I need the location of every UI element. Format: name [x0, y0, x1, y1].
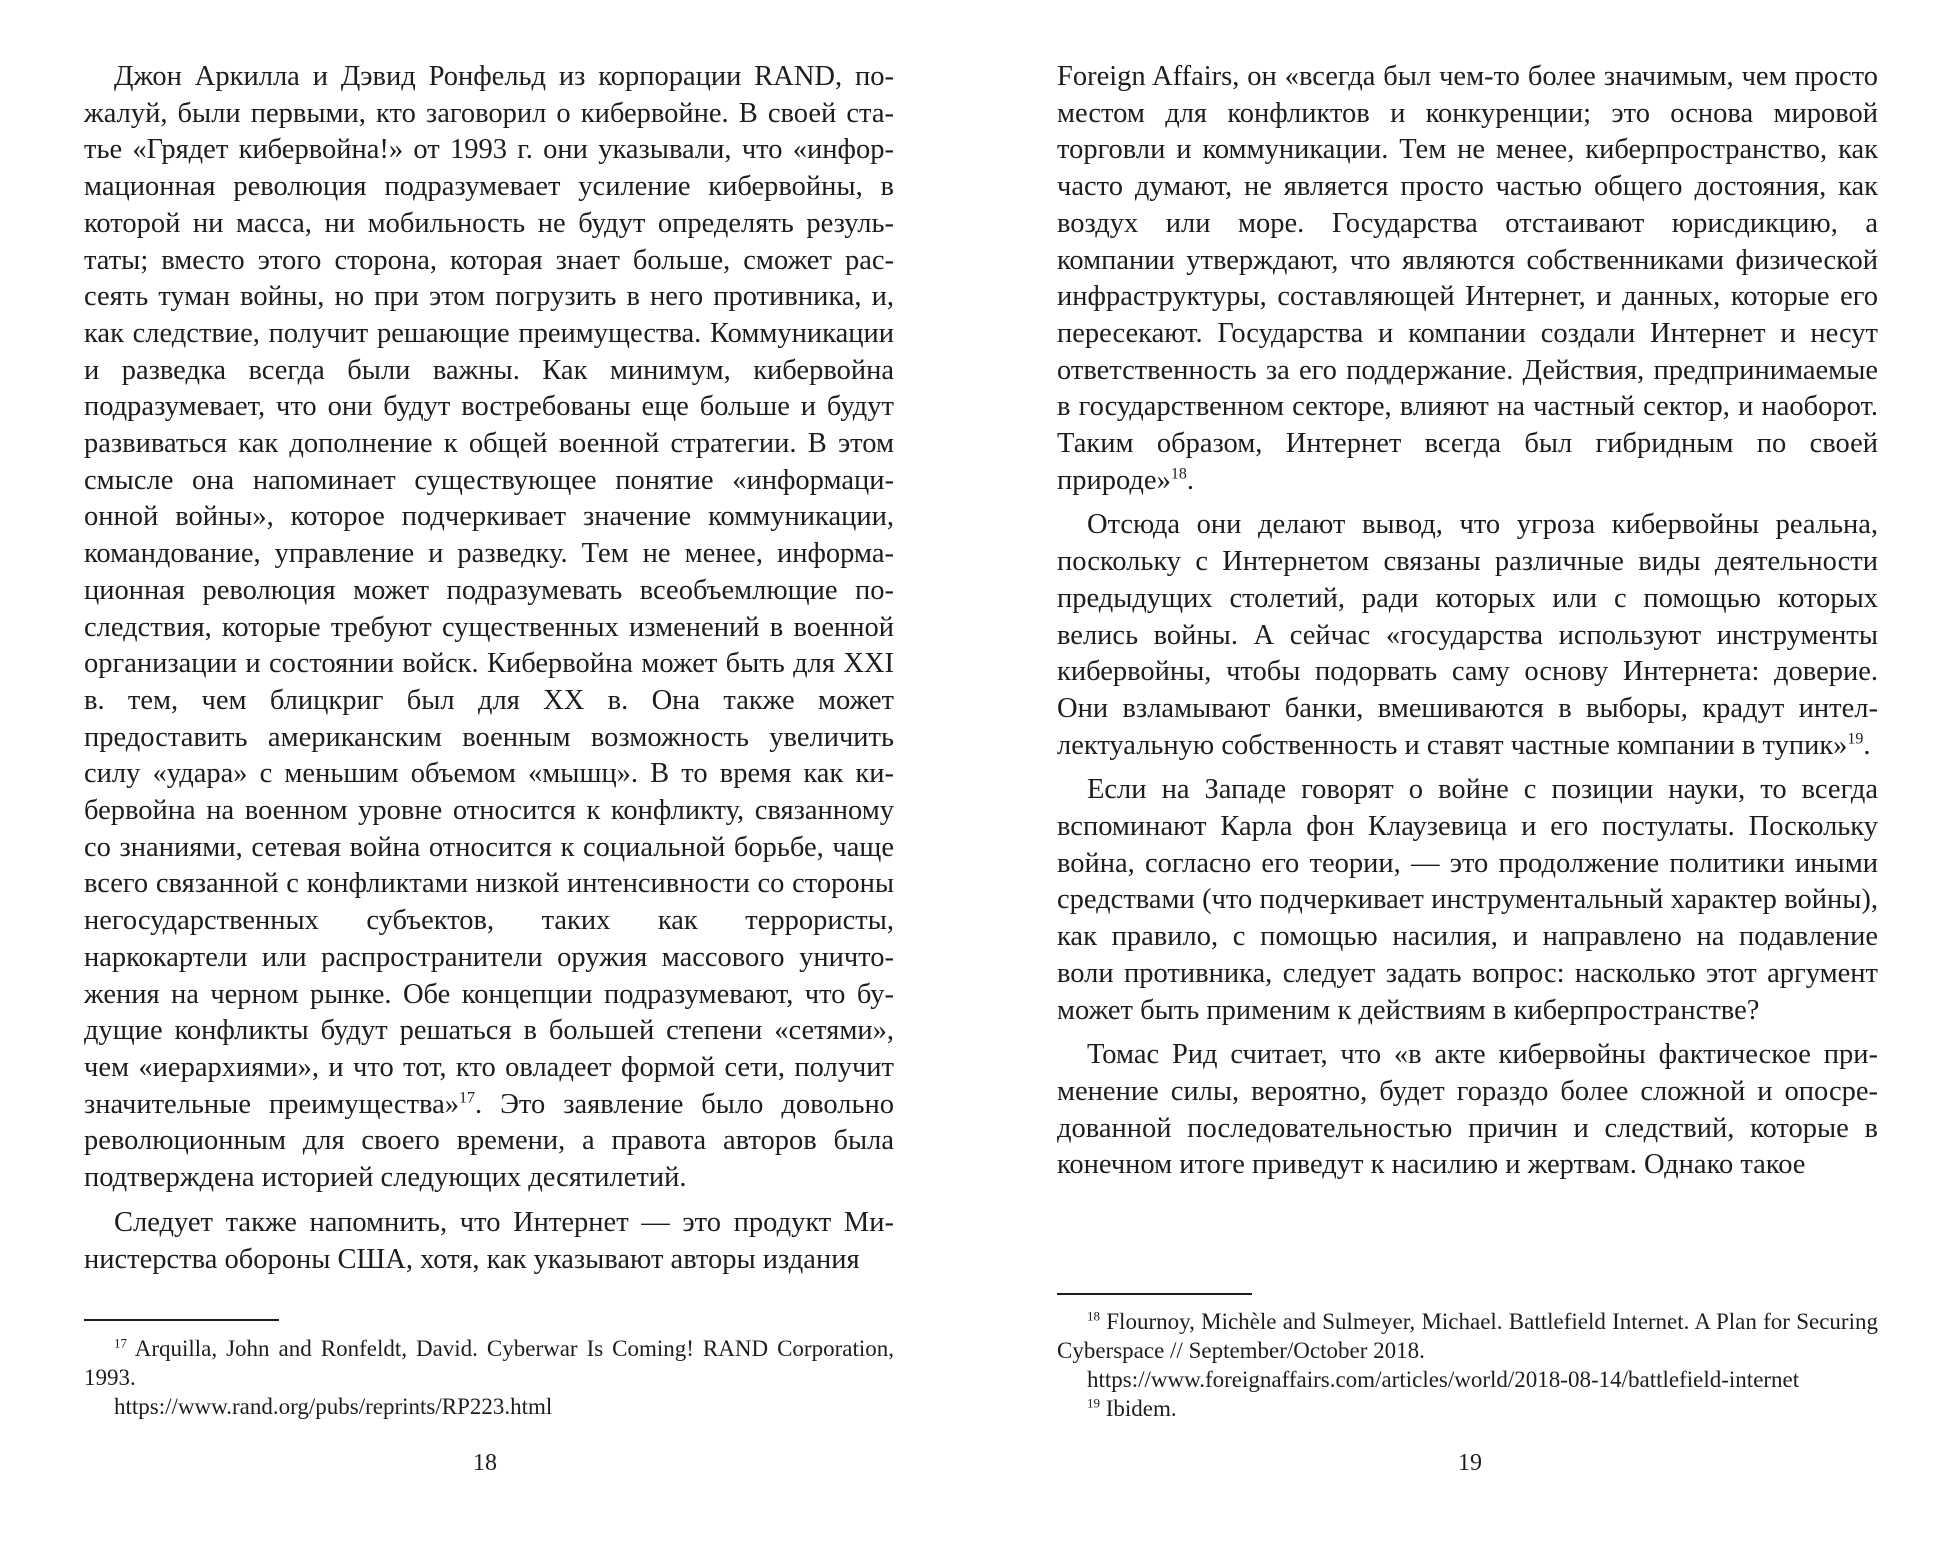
footnote	[1057, 1307, 1878, 1394]
paragraph-text: Следует также напомнить, что Интернет — это продукт Министерства обороны США, хотя, как указывают авторы издания	[84, 1206, 894, 1275]
page-number: 19	[1458, 1450, 1482, 1476]
footnote-text: Arquilla, John and Ronfeldt, David. Cyberwar Is Coming! RAND Corporation, 1993.	[84, 1336, 894, 1390]
left-body-text	[84, 59, 894, 1278]
paragraph	[1057, 507, 1878, 764]
right-page	[971, 0, 1942, 1542]
footnote	[84, 1334, 894, 1421]
paragraph-text: .	[1863, 729, 1871, 761]
paragraph	[84, 59, 894, 1197]
paragraph-text: Если на Западе говорят о войне с позиции науки, то всегда вспоминают Карла фон Клаузевица и его постулаты. Поскольку война, согласно его теории, — это продолжение политики иными средствами (что подчеркивает инструментальный характер войны), как правило, с помощью насилия, и направлено на подавление воли противника, следует задать вопрос: насколько этот аргумент может быть применим к действиям в киберпространстве?	[1057, 774, 1878, 1026]
paragraph	[84, 1205, 894, 1278]
page-number: 18	[473, 1450, 497, 1476]
paragraph-text: .	[1186, 464, 1194, 496]
right-footnotes	[1057, 1307, 1878, 1423]
footnote-divider	[1057, 1293, 1252, 1295]
paragraph	[1057, 772, 1878, 1029]
paragraph-text: . Это заявление было довольно революционным для своего времени, а правота авторов была подтверждена историей следующих десятилетий.	[84, 1088, 895, 1194]
paragraph-text: Джон Аркилла и Дэвид Ронфельд из корпорации RAND, пожалуй, были первыми, кто заговорил о кибервойне. В своей статье «Грядет кибервойна!» от 1993 г. они указывали, что «информационная революция подразумевает усиление кибервойны, в которой ни масса, ни мобильность не будут определять результаты; вместо этого сторона, которая знает больше, сможет рассеять туман войны, но при этом погрузить в него противника, и, как следствие, получит решающие преимущества. Коммуникации и разведка всегда были важны. Как минимум, кибервойна подразумевает, что они будут востребованы еще больше и будут развиваться как дополнение к общей военной стратегии. В этом смысле она напоминает существующее понятие «информационной войны», которое подчеркивает значение коммуникации, командование, управление и разведку. Тем не менее, информационная революция может подразумевать всеобъемлющие последствия, которые требуют существенных изменений в военной организации и состоянии войск. Кибервойна может быть для XXI в. тем, чем блицкриг был для XX в. Она также может предоставить американским военным возможность увеличить силу «удара» с меньшим объемом «мышц». В то время как кибервойна на военном уровне относится к конфликту, связанному со знаниями, сетевая война относится к социальной борьбе, чаще всего связанной с конфликтами низкой интенсивности со стороны негосударственных субъектов, таких как террористы, наркокартели или распространители оружия массового уничтожения на черном рынке. Обе концепции подразумевают, что будущие конфликты будут решаться в большей степени «сетями», чем «иерархиями», и что тот, кто овладеет формой сети, получит значительные преимущества»	[84, 61, 894, 1120]
footnote-marker: 17	[114, 1335, 127, 1351]
footnote-url: https://www.foreignaffairs.com/articles/world/2018-08-14/battlefield-internet	[1087, 1367, 1800, 1392]
paragraph-text: Foreign Affairs, он «всегда был чем-то более значимым, чем просто местом для конфликтов и конкуренции; это основа мировой торговли и коммуникации. Тем не менее, киберпространство, как часто думают, не является просто частью общего достояния, как воздух или море. Государства отстаивают юрисдикцию, а компании утверждают, что являются собственниками физической инфраструктуры, составляющей Интернет, и данных, которые его пересекают. Государства и компании создали Интернет и несут ответственность за его поддержание. Действия, предпринимаемые в государственном секторе, влияют на частный сектор, и наоборот. Таким образом, Интернет всегда был гибридным по своей природе»	[1057, 61, 1878, 496]
footnote-ref: 17	[459, 1089, 476, 1107]
footnote-divider	[84, 1319, 279, 1321]
footnote-ref: 19	[1847, 730, 1864, 748]
footnote	[1057, 1394, 1878, 1423]
paragraph-text: Томас Рид считает, что «в акте кибервойны фактическое применение силы, вероятно, будет гораздо более сложной и опосредованной последовательностью причин и следствий, которые в конечном итоге приведут к насилию и жертвам. Однако такое	[1057, 1039, 1878, 1181]
paragraph	[1057, 1037, 1878, 1184]
footnote-marker: 19	[1087, 1395, 1100, 1411]
footnote-text: Ibidem.	[1100, 1396, 1177, 1421]
footnote-url: https://www.rand.org/pubs/reprints/RP223.html	[114, 1394, 553, 1419]
right-body-text	[1057, 59, 1878, 1184]
footnote-ref: 18	[1170, 465, 1187, 483]
footnote-marker: 18	[1087, 1308, 1100, 1324]
footnote-text: Flournoy, Michèle and Sulmeyer, Michael. Battlefield Internet. A Plan for Securing Cyberspace // September/October 2018.	[1057, 1309, 1878, 1363]
paragraph-text: Отсюда они делают вывод, что угроза кибервойны реальна, поскольку с Интернетом связаны различные виды деятельности предыдущих столетий, ради которых или с помощью которых велись войны. А сейчас «государства используют инструменты кибервойны, чтобы подорвать саму основу Интернета: доверие. Они взламывают банки, вмешиваются в выборы, крадут интеллектуальную собственность и ставят частные компании в тупик»	[1057, 509, 1878, 761]
paragraph	[1057, 59, 1878, 499]
left-footnotes	[84, 1334, 894, 1421]
